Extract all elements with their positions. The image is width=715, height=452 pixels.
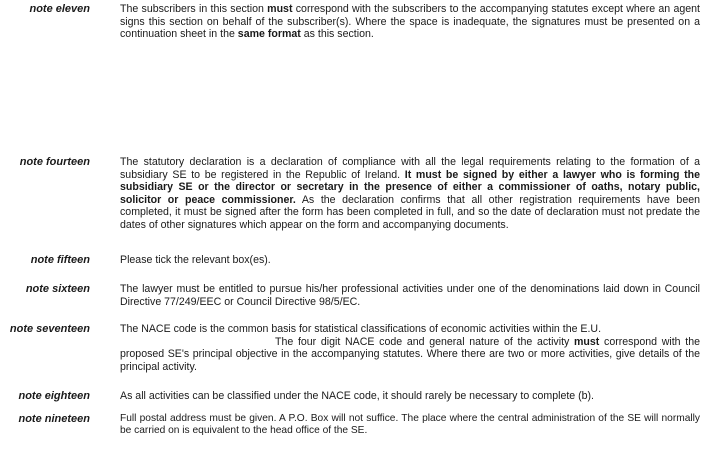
note-label: note fifteen — [30, 254, 90, 266]
note-label: note eleven — [29, 3, 90, 15]
note-label: note nineteen — [18, 413, 90, 425]
note-label: note sixteen — [25, 283, 90, 295]
note-text: As all activities can be classified under the NACE code, it should rarely be necessary to complete (b). — [120, 390, 595, 402]
note-label: note seventeen — [9, 323, 90, 335]
note-text: The lawyer must be entitled to pursue his/her professional activities under one of the denominations laid down in Council Directive 77/249/EEC or Council Directive 98/5/EC. — [120, 283, 700, 308]
note-text: The NACE code is the common basis for statistical classifications of economic activities within the E.U. The four digit NACE code and general nature of the activity must correspond with the proposed SE's principal objective in the accompanying statutes. Where there are two or more activities, give details of the principal activity. — [120, 323, 700, 373]
note-text: Full postal address must be given. A P.O. Box will not suffice. The place where the central administration of the SE will normally be carried on is equivalent to the head office of the SE. — [120, 413, 700, 436]
note-text: Please tick the relevant box(es). — [120, 254, 271, 266]
note-label: note eighteen — [18, 390, 90, 402]
note-text: The subscribers in this section must correspond with the subscribers to the accompanying statutes except where an agent signs this section on behalf of the subscriber(s). Where the space is inadequate, the signatures must be presented on a continuation sheet in the same format as this section. — [120, 3, 700, 41]
note-text: The statutory declaration is a declaration of compliance with all the legal requirements relating to the formation of a subsidiary SE to be registered in the Republic of Ireland. It must be signed by either a lawyer who is forming the subsidiary SE or the director or secretary in the presence of either a commissioner of oaths, notary public, solicitor or peace commissioner. As the declaration confirms that all other registration requirements have been completed, it must be signed after the form has been completed in full, and so the date of declaration must not predate the dates of other signatures which appear on the form and accompanying documents. — [120, 156, 701, 231]
note-label: note fourteen — [19, 156, 90, 168]
